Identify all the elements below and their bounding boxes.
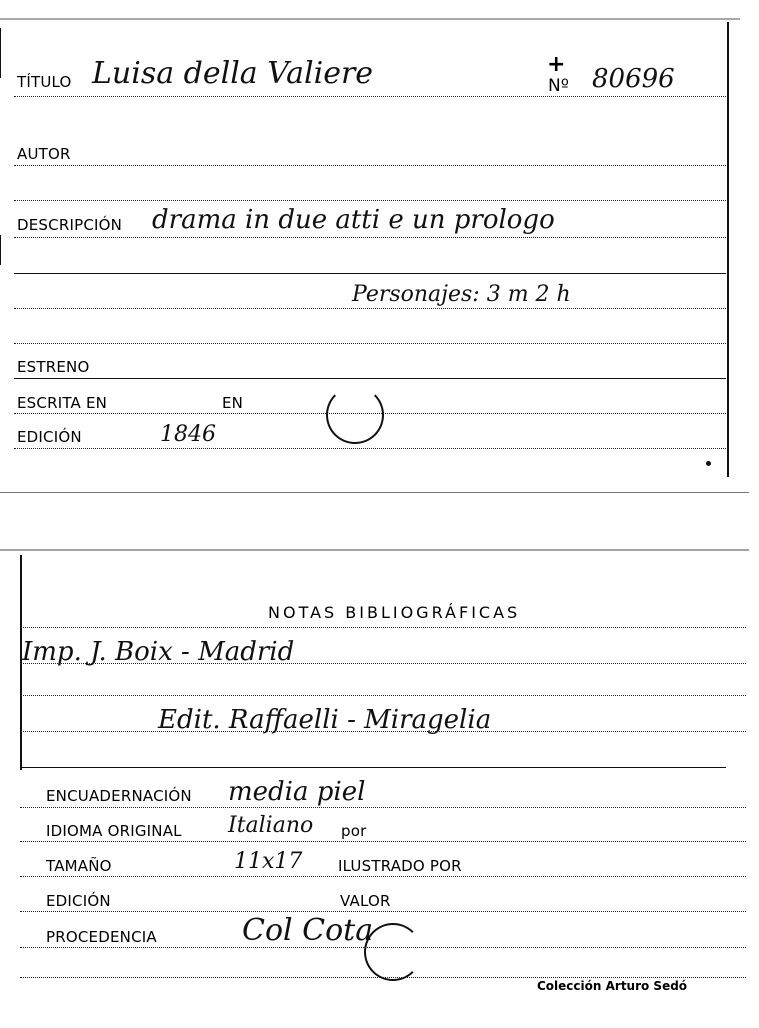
cross-icon: + — [547, 52, 566, 77]
estreno-label: ESTRENO — [17, 358, 90, 376]
notes-heading: NOTAS BIBLIOGRÁFICAS — [268, 603, 521, 622]
blank-line-2 — [14, 273, 726, 274]
catalog-card-back — [0, 545, 759, 1028]
encuadernacion-label: ENCUADERNACIÓN — [46, 787, 192, 805]
blank-line-1 — [14, 200, 726, 201]
punch-hole — [326, 386, 384, 444]
por-label: por — [341, 822, 367, 840]
card-left-border — [0, 28, 1, 78]
note-printer: Imp. J. Boix - Madrid — [22, 637, 295, 667]
blank-note-line — [20, 695, 746, 696]
catalog-card-front — [0, 0, 759, 495]
numero-label: Nº — [548, 76, 570, 96]
descripcion-value: drama in due atti e un prologo — [152, 205, 555, 235]
autor-label: AUTOR — [17, 145, 71, 163]
edicion-line — [14, 448, 726, 449]
edicion-back-line — [20, 911, 746, 912]
note1-line — [20, 663, 746, 664]
encuadernacion-value: media piel — [228, 777, 366, 807]
card-top-edge — [0, 549, 749, 551]
titulo-label: TÍTULO — [17, 73, 72, 91]
punch-hole — [364, 923, 422, 981]
idioma-label: IDIOMA ORIGINAL — [46, 822, 182, 840]
heading-line — [20, 627, 746, 628]
numero-value: 80696 — [592, 64, 675, 94]
titulo-value: Luisa della Valiere — [92, 56, 374, 91]
personajes-value: Personajes: 3 m 2 h — [352, 282, 571, 307]
note2-line — [20, 731, 746, 732]
notes-box-bottom — [20, 767, 726, 768]
note-editor: Edit. Raffaelli - Miragelia — [158, 705, 492, 735]
personajes-line — [14, 308, 726, 309]
blank-line-3 — [14, 343, 726, 344]
tamano-label: TAMAÑO — [46, 857, 112, 875]
card-left-mark — [0, 235, 1, 265]
edicion-value: 1846 — [160, 422, 216, 447]
edicion-back-label: EDICIÓN — [46, 892, 111, 910]
descripcion-label: DESCRIPCIÓN — [17, 216, 123, 234]
card-top-edge — [0, 18, 740, 20]
ink-dot — [706, 461, 711, 466]
descripcion-line — [14, 237, 726, 238]
procedencia-value: Col Cota — [242, 913, 374, 948]
collection-credit: Colección Arturo Sedó — [537, 979, 688, 993]
ilustrado-label: ILUSTRADO POR — [338, 857, 462, 875]
procedencia-label: PROCEDENCIA — [46, 928, 157, 946]
idioma-line — [20, 841, 746, 842]
edicion-label: EDICIÓN — [17, 428, 82, 446]
card-bottom-edge — [0, 492, 749, 493]
estreno-line — [14, 378, 726, 379]
tamano-value: 11x17 — [234, 849, 303, 874]
tamano-line — [20, 876, 746, 877]
escrita-label: ESCRITA EN — [17, 394, 108, 412]
bottom-line — [20, 977, 746, 978]
valor-label: VALOR — [340, 892, 391, 910]
autor-line — [14, 165, 726, 166]
en-label: EN — [222, 394, 244, 412]
card-right-border — [727, 22, 729, 477]
titulo-line — [14, 96, 726, 97]
encuadernacion-line — [20, 807, 746, 808]
idioma-value: Italiano — [228, 813, 314, 838]
